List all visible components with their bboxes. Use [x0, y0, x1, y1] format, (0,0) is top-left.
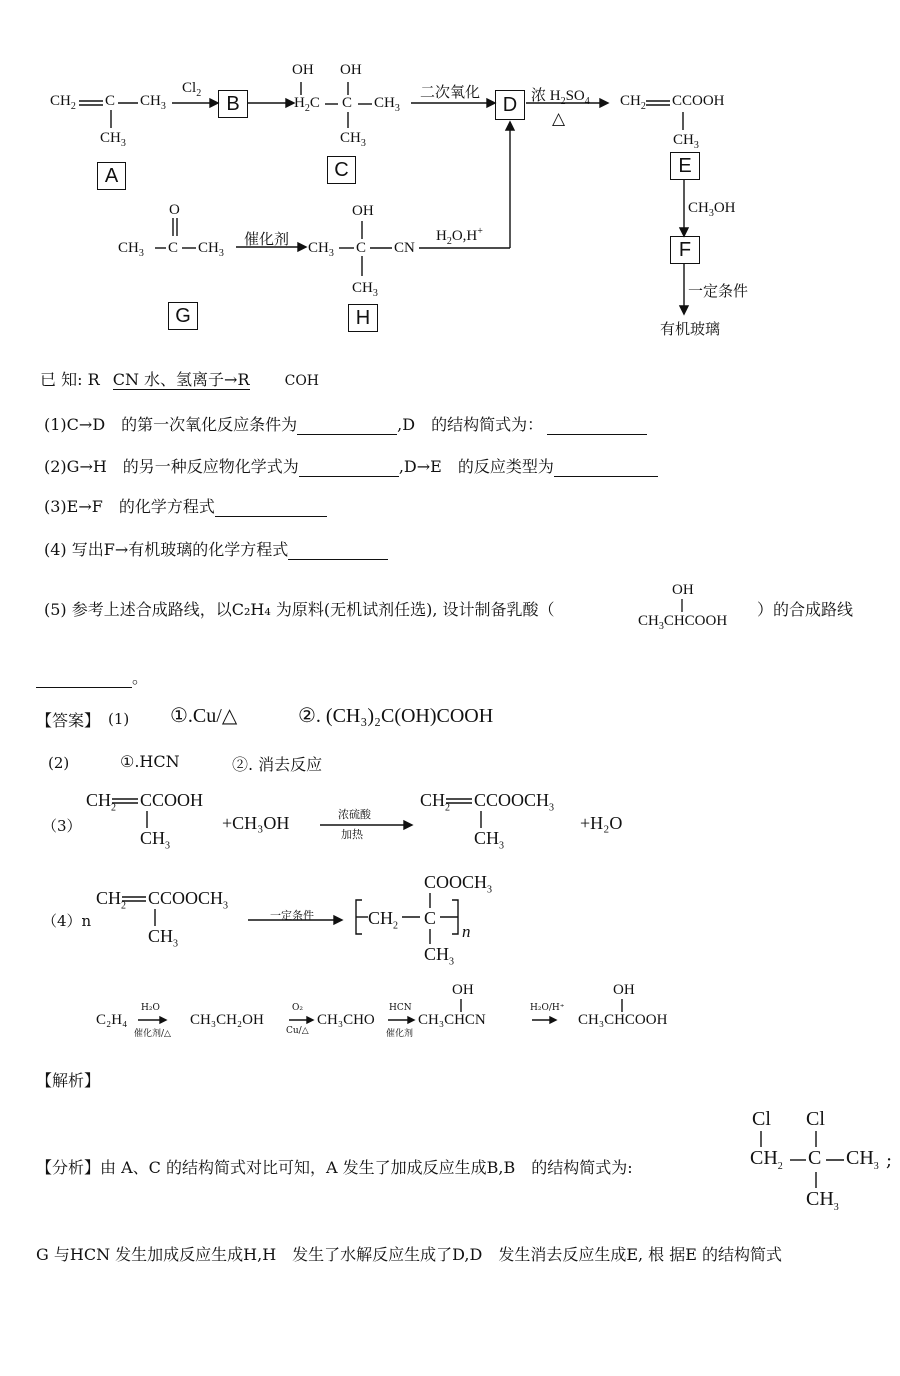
a2-part2: ②. 消去反应 — [232, 755, 323, 774]
route-r3-top: HCN — [389, 1003, 412, 1013]
route-r4-top: H₂O/H⁺ — [530, 1003, 565, 1013]
lactic-acid-oh: OH — [672, 582, 694, 598]
a3-reactant-top: $CH_2$ — [86, 790, 117, 814]
route-nitrile-oh: OH — [452, 982, 474, 998]
molecule-h-branch: $CH_3$ — [352, 280, 378, 299]
molecule-b-cl2: Cl — [806, 1108, 825, 1130]
label-e: E — [670, 152, 700, 180]
a3-cond-bottom: 加热 — [341, 828, 363, 841]
molecule-g-c: C — [168, 240, 179, 256]
a4-polymer-cooch3: $COOCH_3$ — [424, 872, 493, 896]
reagent-condition: 一定条件 — [688, 282, 749, 300]
q5-part-b: ）的合成路线 — [757, 600, 854, 619]
molecule-b-c: C — [808, 1147, 822, 1169]
molecule-c-ch2: $H_2C$ — [294, 95, 320, 114]
molecule-g-ch3a: $CH_3$ — [118, 240, 144, 259]
route-ethanol: CH₃CH₂OH — [190, 1012, 264, 1028]
a3-reactant-ch3: $CH_3$ — [140, 828, 171, 852]
molecule-e-ccooh: CCOOH — [672, 93, 725, 109]
route-r1-bottom: 催化剂/△ — [134, 1029, 171, 1039]
lactic-acid-formula: $CH_3CHCOOH$ — [638, 613, 728, 632]
a4-reactant-ccooch3: $CCOOCH_3$ — [148, 888, 229, 912]
q4-text: (4) 写出F→有机玻璃的化学方程式 — [44, 540, 289, 559]
route-r3-bottom: 催化剂 — [386, 1029, 414, 1039]
molecule-b-cl1: Cl — [752, 1108, 771, 1130]
route-aldehyde: CH₃CHO — [317, 1012, 375, 1028]
reagent-delta: △ — [552, 109, 566, 129]
label-a: A — [97, 162, 126, 190]
a4-cond: 一定条件 — [270, 909, 314, 922]
molecule-b-branch: $CH_3$ — [806, 1188, 839, 1213]
reagent-cl2: $Cl_2$ — [182, 80, 202, 99]
molecule-h-c: C — [356, 240, 367, 256]
label-f: F — [670, 236, 700, 264]
label-h: H — [348, 304, 378, 332]
label-g: G — [168, 302, 198, 330]
molecule-g-ch3b: $CH_3$ — [198, 240, 224, 259]
a3-product-ch3: $CH_3$ — [474, 828, 505, 852]
a3-plus-ch3oh: +CH₃OH — [222, 813, 290, 833]
a2-num: (2) — [48, 754, 70, 772]
a3-cond-top: 浓硫酸 — [338, 808, 371, 821]
molecule-g-o: O — [169, 202, 180, 218]
a4-polymer-c: C — [424, 908, 437, 928]
molecule-a-ch3: $CH_3$ — [140, 93, 166, 112]
a3-reactant-ccooh: CCOOH — [140, 790, 204, 810]
molecule-c-oh1: OH — [292, 62, 314, 78]
a4-num: （4）n — [42, 912, 92, 930]
molecule-c-c: C — [342, 95, 353, 111]
analysis-line-2: G 与HCN 发生加成反应生成H,H 发生了水解反应生成了D,D 发生消去反应生成E, 根 据E 的结构简式 — [36, 1245, 783, 1264]
known-text: CN 水、氢离子→R — [112, 370, 250, 389]
known-suffix: COH — [284, 373, 320, 389]
q3-text: (3)E→F 的化学方程式 — [44, 497, 215, 516]
route-r2-bottom: Cu/△ — [286, 1026, 309, 1036]
molecule-c-oh2: OH — [340, 62, 362, 78]
route-acid: CH₃CHCOOH — [578, 1012, 668, 1028]
molecule-e-ch2: $CH_2$ — [620, 93, 646, 112]
q1-part-b: ,D 的结构简式为： — [397, 415, 544, 434]
a1-num: (1) — [108, 710, 130, 728]
a4-reactant-ch3: $CH_3$ — [148, 926, 179, 950]
a4-polymer-ch2: $CH_2$ — [368, 908, 399, 932]
molecule-a-formula: $CH_2$ — [50, 93, 76, 112]
a2-part1: ①.HCN — [120, 752, 180, 771]
q5-part-a: (5) 参考上述合成路线，以C₂H₄ 为原料(无机试剂任选), 设计制备乳酸（ — [44, 600, 555, 619]
molecule-b-ch3: $CH_3$ — [846, 1147, 879, 1172]
label-b: B — [218, 90, 248, 118]
label-c: C — [327, 156, 356, 184]
q2-part-a: (2)G→H 的另一种反应物化学式为 — [44, 457, 299, 476]
route-nitrile: CH₃CHCN — [418, 1012, 486, 1028]
molecule-c-ch3: $CH_3$ — [374, 95, 400, 114]
q5-end: 。 — [132, 668, 149, 687]
q1-part-a: (1)C→D 的第一次氧化反应条件为 — [44, 415, 298, 434]
reagent-oxidation: 二次氧化 — [420, 83, 481, 101]
label-d: D — [495, 90, 525, 120]
a3-product-ccooch3: $CCOOCH_3$ — [474, 790, 555, 814]
route-r2-top: O₂ — [292, 1003, 303, 1013]
a1-part1: ①.Cu/△ — [170, 705, 238, 727]
a3-product-top: $CH_2$ — [420, 790, 451, 814]
route-c2h4: C₂H₄ — [96, 1012, 128, 1028]
molecule-a-c: C — [105, 93, 116, 109]
a4-reactant-top: $CH_2$ — [96, 888, 127, 912]
molecule-h-ch3: $CH_3$ — [308, 240, 334, 259]
known-prefix: 已 知: R — [40, 370, 100, 389]
route-acid-oh: OH — [613, 982, 635, 998]
molecule-a-branch: $CH_3$ — [100, 130, 126, 149]
reagent-h2so4: 浓 $H_2SO_4$ — [531, 88, 590, 107]
reagent-catalyst: 催化剂 — [244, 230, 290, 248]
a4-polymer-n: n — [462, 922, 471, 941]
reagent-ch3oh: $CH_3OH$ — [688, 200, 736, 219]
molecule-h-oh: OH — [352, 203, 374, 219]
a4-polymer-ch3: $CH_3$ — [424, 944, 455, 968]
molecule-e-ch3: $CH_3$ — [673, 132, 699, 151]
molecule-h-cn: CN — [394, 240, 415, 256]
molecule-c-branch: $CH_3$ — [340, 130, 366, 149]
a3-plus-h2o: +H₂O — [580, 813, 623, 833]
analysis-line-1: 【分析】由 A、C 的结构简式对比可知，A 发生了加成反应生成B,B 的结构简式为: — [36, 1158, 633, 1177]
route-r1-top: H₂O — [141, 1003, 160, 1013]
molecule-b-ch2: $CH_2$ — [750, 1147, 783, 1172]
a3-num: （3） — [42, 817, 82, 835]
a1-part2: ②. (CH₃)₂C(OH)COOH — [298, 705, 494, 727]
answer-label: 【答案】 — [36, 711, 101, 730]
q2-part-b: ,D→E 的反应类型为 — [398, 457, 554, 476]
reagent-hydrolysis: $H_2O,H^+$ — [436, 226, 483, 247]
product-glass: 有机玻璃 — [660, 320, 721, 338]
molecule-b-semicolon: ; — [886, 1150, 893, 1171]
analysis-label: 【解析】 — [36, 1071, 101, 1090]
